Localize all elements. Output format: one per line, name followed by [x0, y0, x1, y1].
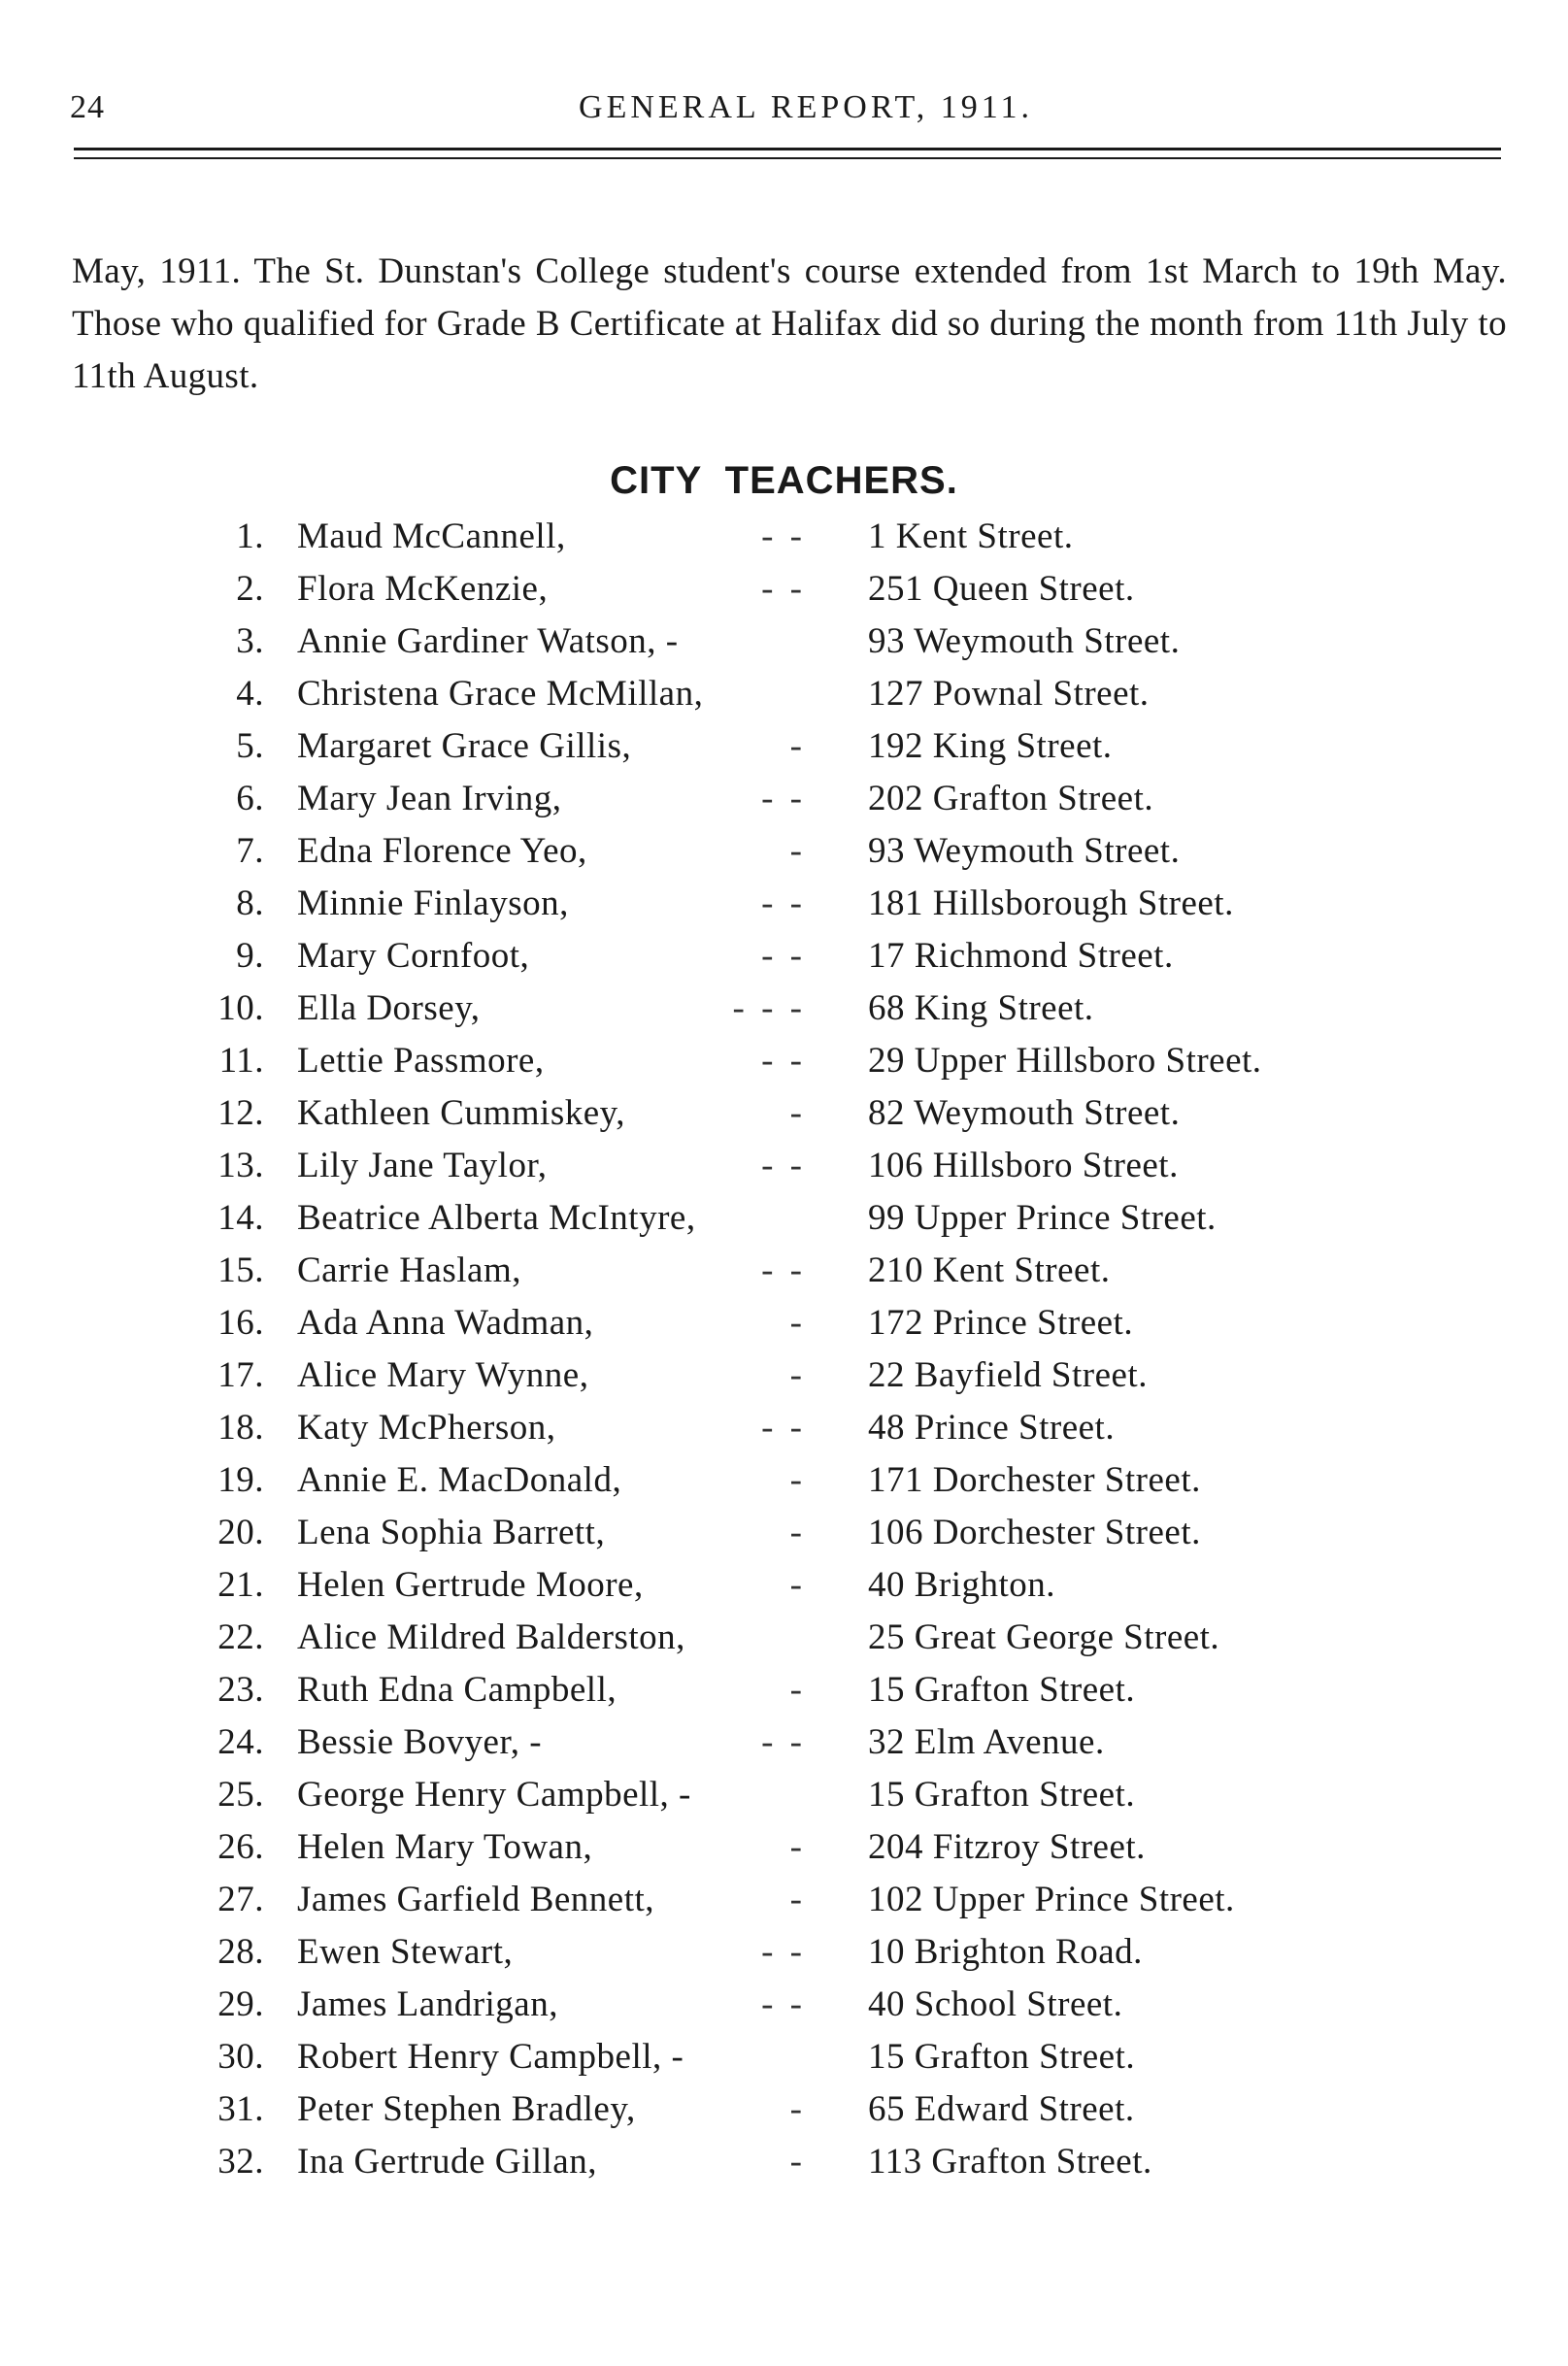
- leader-dashes: -: [789, 1355, 806, 1395]
- teacher-number: 28.: [217, 1932, 264, 1972]
- teacher-number: 31.: [217, 2089, 264, 2129]
- leader-dashes: -: [789, 1670, 806, 1710]
- teacher-address: 40 Brighton.: [868, 1565, 1056, 1605]
- teacher-number: 14.: [217, 1198, 264, 1238]
- teacher-row: [0, 1979, 1568, 2031]
- teacher-row: [0, 773, 1568, 825]
- leader-dashes: -: [789, 1460, 806, 1500]
- teacher-name: Lettie Passmore,: [297, 1041, 545, 1081]
- teacher-row: [0, 668, 1568, 720]
- teacher-number: 22.: [217, 1617, 264, 1657]
- leader-dashes: - -: [761, 1408, 806, 1448]
- teacher-row: [0, 2083, 1568, 2136]
- leader-dashes: - -: [761, 1250, 806, 1290]
- teacher-row: [0, 1350, 1568, 1402]
- header-rule-top: [74, 148, 1501, 150]
- teacher-address: 171 Dorchester Street.: [868, 1460, 1201, 1500]
- teacher-number: 6.: [236, 779, 264, 818]
- teacher-address: 113 Grafton Street.: [868, 2142, 1152, 2182]
- teacher-number: 27.: [217, 1880, 264, 1919]
- teacher-address: 210 Kent Street.: [868, 1250, 1111, 1290]
- teacher-number: 4.: [236, 674, 264, 714]
- teacher-row: [0, 983, 1568, 1035]
- teacher-row: [0, 720, 1568, 773]
- teacher-row: [0, 1926, 1568, 1979]
- teacher-address: 202 Grafton Street.: [868, 779, 1154, 818]
- section-heading: CITY TEACHERS.: [610, 459, 958, 503]
- leader-dashes: -: [789, 1880, 806, 1919]
- teacher-number: 2.: [236, 569, 264, 609]
- teacher-address: 15 Grafton Street.: [868, 2037, 1136, 2077]
- teacher-address: 48 Prince Street.: [868, 1408, 1116, 1448]
- teacher-number: 17.: [217, 1355, 264, 1395]
- teacher-row: [0, 1821, 1568, 1874]
- teacher-row: [0, 1402, 1568, 1454]
- leader-dashes: -: [789, 2089, 806, 2129]
- teacher-row: [0, 2136, 1568, 2188]
- leader-dashes: -: [789, 1827, 806, 1867]
- teacher-row: [0, 563, 1568, 616]
- teacher-address: 1 Kent Street.: [868, 517, 1074, 556]
- teacher-address: 93 Weymouth Street.: [868, 831, 1181, 871]
- leader-dashes: -: [789, 1565, 806, 1605]
- teacher-name: James Landrigan,: [297, 1984, 558, 2024]
- teacher-name: Maud McCannell,: [297, 517, 566, 556]
- leader-dashes: - -: [761, 1041, 806, 1081]
- leader-dashes: -: [789, 2142, 806, 2182]
- teacher-address: 251 Queen Street.: [868, 569, 1135, 609]
- teacher-number: 24.: [217, 1722, 264, 1762]
- leader-dashes: - -: [761, 1984, 806, 2024]
- page-number: 24: [70, 89, 105, 125]
- teacher-address: 10 Brighton Road.: [868, 1932, 1143, 1972]
- teacher-number: 21.: [217, 1565, 264, 1605]
- teacher-address: 172 Prince Street.: [868, 1303, 1134, 1343]
- teacher-name: Ewen Stewart,: [297, 1932, 514, 1972]
- teacher-number: 18.: [217, 1408, 264, 1448]
- leader-dashes: -: [789, 726, 806, 766]
- leader-dashes: - -: [761, 779, 806, 818]
- teacher-name: James Garfield Bennett,: [297, 1880, 655, 1919]
- teacher-number: 8.: [236, 883, 264, 923]
- teacher-address: 106 Dorchester Street.: [868, 1513, 1201, 1552]
- leader-dashes: -: [789, 831, 806, 871]
- teacher-address: 192 King Street.: [868, 726, 1113, 766]
- teacher-address: 32 Elm Avenue.: [868, 1722, 1105, 1762]
- teacher-row: [0, 1716, 1568, 1769]
- leader-dashes: -: [789, 1093, 806, 1133]
- teacher-number: 30.: [217, 2037, 264, 2077]
- teacher-number: 1.: [236, 517, 264, 556]
- teacher-number: 7.: [236, 831, 264, 871]
- teacher-name: George Henry Campbell, -: [297, 1775, 691, 1815]
- teacher-name: Lily Jane Taylor,: [297, 1146, 548, 1185]
- teacher-address: 127 Pownal Street.: [868, 674, 1150, 714]
- teacher-address: 22 Bayfield Street.: [868, 1355, 1148, 1395]
- teacher-number: 10.: [217, 988, 264, 1028]
- teacher-name: Peter Stephen Bradley,: [297, 2089, 636, 2129]
- teacher-row: [0, 1087, 1568, 1140]
- intro-paragraph: May, 1911. The St. Dunstan's College student's course extended from 1st March to 19th May. Those who qualified for Grade B Certificate at Halifax did so during the month from 11th July to 11th August.: [72, 251, 1507, 396]
- teacher-row: [0, 1035, 1568, 1087]
- leader-dashes: - -: [761, 569, 806, 609]
- teacher-address: 40 School Street.: [868, 1984, 1123, 2024]
- teacher-number: 29.: [217, 1984, 264, 2024]
- teacher-name: Bessie Bovyer, -: [297, 1722, 543, 1762]
- teacher-list: [0, 511, 1568, 2188]
- leader-dashes: - -: [761, 517, 806, 556]
- teacher-number: 15.: [217, 1250, 264, 1290]
- teacher-address: 82 Weymouth Street.: [868, 1093, 1181, 1133]
- teacher-number: 3.: [236, 621, 264, 661]
- teacher-number: 16.: [217, 1303, 264, 1343]
- teacher-number: 11.: [218, 1041, 264, 1081]
- teacher-row: [0, 1559, 1568, 1612]
- teacher-number: 26.: [217, 1827, 264, 1867]
- teacher-row: [0, 878, 1568, 930]
- teacher-name: Alice Mildred Balderston,: [297, 1617, 685, 1657]
- teacher-address: 29 Upper Hillsboro Street.: [868, 1041, 1262, 1081]
- teacher-name: Ella Dorsey,: [297, 988, 481, 1028]
- teacher-name: Ruth Edna Campbell,: [297, 1670, 617, 1710]
- teacher-row: [0, 1507, 1568, 1559]
- leader-dashes: - - -: [732, 988, 806, 1028]
- teacher-number: 13.: [217, 1146, 264, 1185]
- teacher-name: Beatrice Alberta McIntyre,: [297, 1198, 696, 1238]
- teacher-row: [0, 825, 1568, 878]
- teacher-number: 19.: [217, 1460, 264, 1500]
- leader-dashes: - -: [761, 1932, 806, 1972]
- teacher-name: Lena Sophia Barrett,: [297, 1513, 606, 1552]
- teacher-name: Mary Cornfoot,: [297, 936, 530, 976]
- teacher-name: Helen Gertrude Moore,: [297, 1565, 644, 1605]
- teacher-address: 65 Edward Street.: [868, 2089, 1135, 2129]
- teacher-address: 106 Hillsboro Street.: [868, 1146, 1179, 1185]
- leader-dashes: - -: [761, 883, 806, 923]
- teacher-name: Ada Anna Wadman,: [297, 1303, 594, 1343]
- teacher-row: [0, 616, 1568, 668]
- leader-dashes: -: [789, 1303, 806, 1343]
- teacher-row: [0, 1192, 1568, 1245]
- teacher-row: [0, 1664, 1568, 1716]
- teacher-row: [0, 1297, 1568, 1350]
- teacher-name: Edna Florence Yeo,: [297, 831, 587, 871]
- teacher-row: [0, 930, 1568, 983]
- teacher-row: [0, 1769, 1568, 1821]
- teacher-name: Ina Gertrude Gillan,: [297, 2142, 597, 2182]
- teacher-number: 25.: [217, 1775, 264, 1815]
- leader-dashes: - -: [761, 1146, 806, 1185]
- teacher-number: 32.: [217, 2142, 264, 2182]
- teacher-number: 9.: [236, 936, 264, 976]
- teacher-address: 181 Hillsborough Street.: [868, 883, 1234, 923]
- header-rule-bottom: [74, 157, 1501, 159]
- teacher-row: [0, 1454, 1568, 1507]
- teacher-address: 102 Upper Prince Street.: [868, 1880, 1235, 1919]
- teacher-name: Alice Mary Wynne,: [297, 1355, 589, 1395]
- teacher-address: 99 Upper Prince Street.: [868, 1198, 1217, 1238]
- teacher-name: Katy McPherson,: [297, 1408, 556, 1448]
- teacher-row: [0, 1140, 1568, 1192]
- teacher-name: Carrie Haslam,: [297, 1250, 521, 1290]
- teacher-number: 5.: [236, 726, 264, 766]
- teacher-name: Minnie Finlayson,: [297, 883, 569, 923]
- teacher-row: [0, 1612, 1568, 1664]
- leader-dashes: - -: [761, 936, 806, 976]
- teacher-row: [0, 511, 1568, 563]
- teacher-name: Christena Grace McMillan,: [297, 674, 704, 714]
- teacher-name: Robert Henry Campbell, -: [297, 2037, 684, 2077]
- teacher-row: [0, 1874, 1568, 1926]
- leader-dashes: -: [789, 1513, 806, 1552]
- teacher-address: 15 Grafton Street.: [868, 1775, 1136, 1815]
- teacher-name: Mary Jean Irving,: [297, 779, 562, 818]
- teacher-number: 20.: [217, 1513, 264, 1552]
- teacher-name: Margaret Grace Gillis,: [297, 726, 632, 766]
- teacher-address: 17 Richmond Street.: [868, 936, 1174, 976]
- teacher-address: 93 Weymouth Street.: [868, 621, 1181, 661]
- teacher-address: 68 King Street.: [868, 988, 1094, 1028]
- teacher-address: 15 Grafton Street.: [868, 1670, 1136, 1710]
- teacher-name: Annie E. MacDonald,: [297, 1460, 622, 1500]
- teacher-number: 12.: [217, 1093, 264, 1133]
- teacher-address: 204 Fitzroy Street.: [868, 1827, 1146, 1867]
- running-head: GENERAL REPORT, 1911.: [579, 89, 1033, 125]
- teacher-name: Annie Gardiner Watson, -: [297, 621, 679, 661]
- leader-dashes: - -: [761, 1722, 806, 1762]
- teacher-number: 23.: [217, 1670, 264, 1710]
- teacher-name: Flora McKenzie,: [297, 569, 549, 609]
- teacher-name: Kathleen Cummiskey,: [297, 1093, 625, 1133]
- teacher-address: 25 Great George Street.: [868, 1617, 1220, 1657]
- teacher-row: [0, 1245, 1568, 1297]
- teacher-row: [0, 2031, 1568, 2083]
- teacher-name: Helen Mary Towan,: [297, 1827, 593, 1867]
